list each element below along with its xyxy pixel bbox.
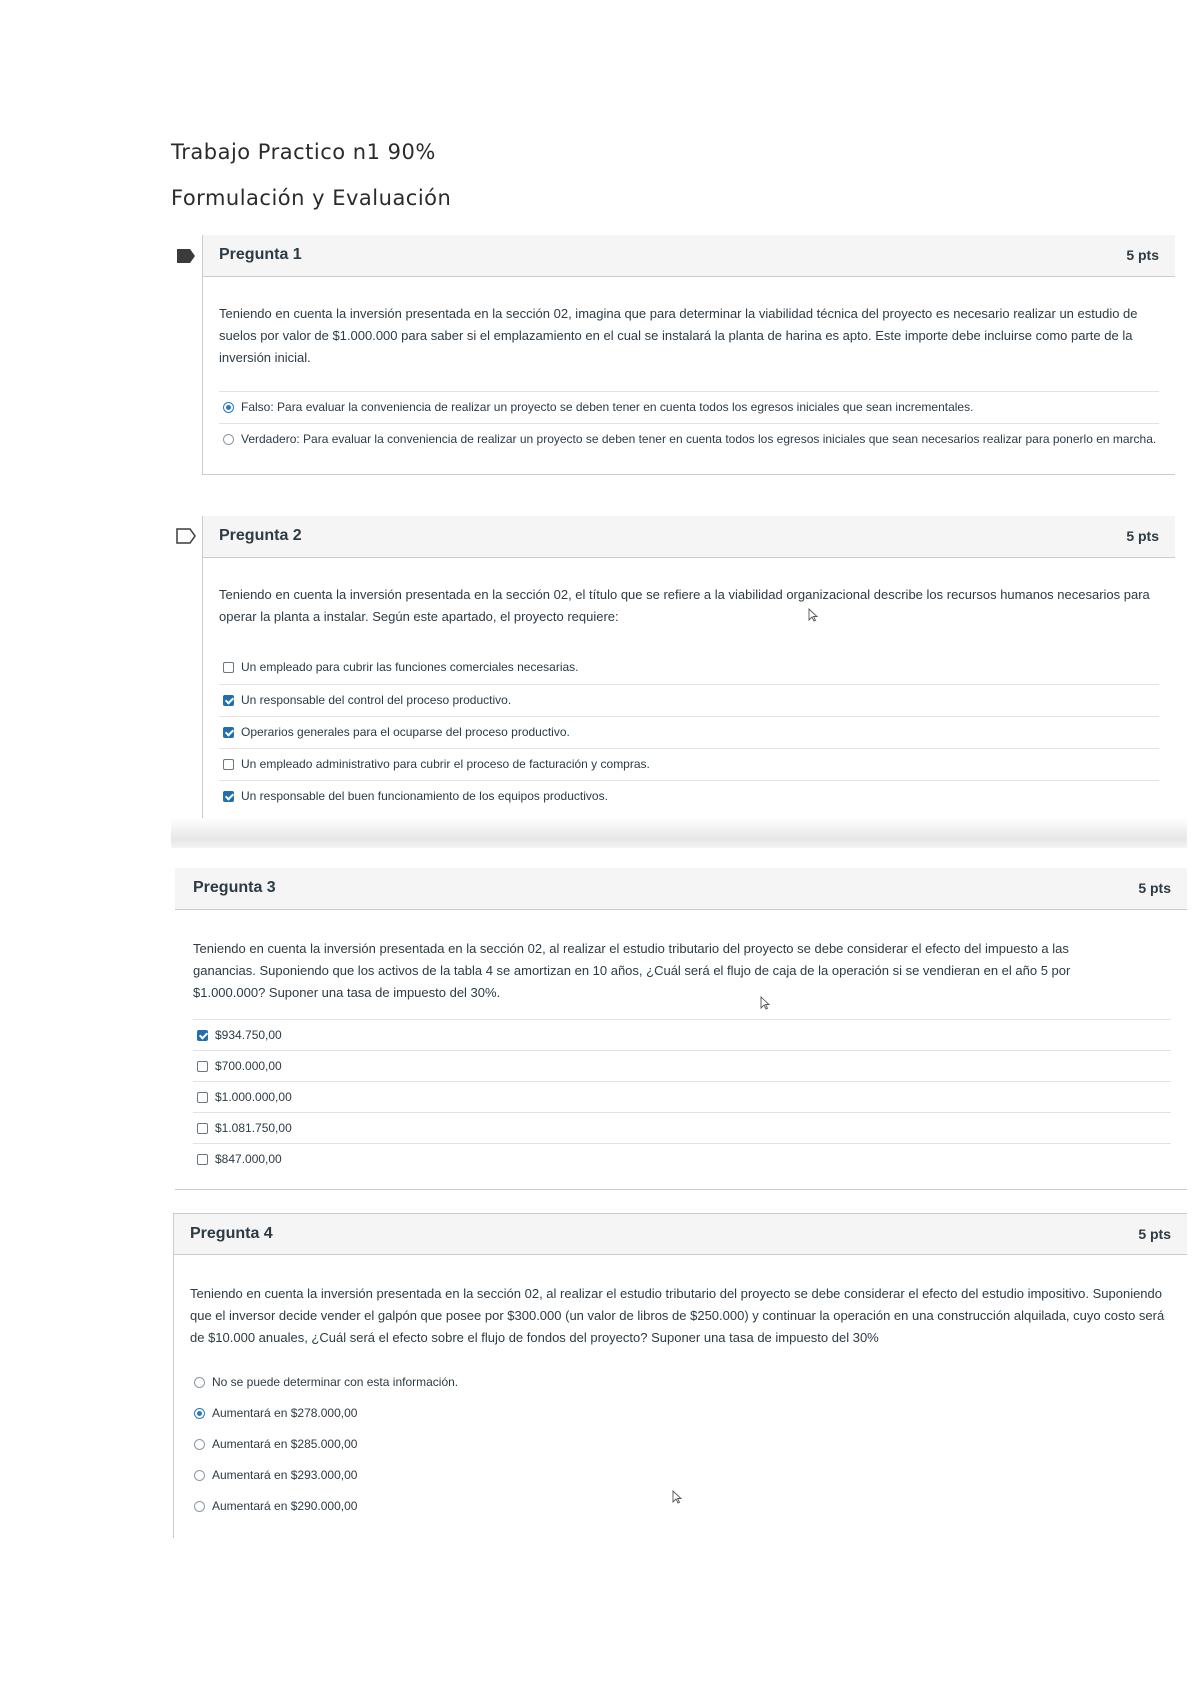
answer-option[interactable] [190, 1429, 1171, 1460]
question-points: 5 pts [1126, 247, 1159, 263]
answer-list [219, 391, 1159, 455]
checkbox[interactable] [223, 727, 234, 738]
question-title: Pregunta 3 [193, 879, 276, 896]
radio-button[interactable] [194, 1470, 205, 1481]
checkbox[interactable] [223, 662, 234, 673]
answer-option[interactable] [219, 391, 1159, 423]
checkbox[interactable] [197, 1061, 208, 1072]
answer-option[interactable] [219, 652, 1159, 684]
radio-button[interactable] [194, 1377, 205, 1388]
answer-label: Operarios generales para el ocuparse del proceso productivo. [241, 725, 570, 739]
question-header [174, 1213, 1187, 1255]
answer-label: Falso: Para evaluar la conveniencia de realizar un proyecto se deben tener en cuenta todos los egresos iniciales que sean incrementales. [241, 400, 974, 414]
answer-option[interactable] [190, 1460, 1171, 1491]
answer-list [219, 652, 1159, 812]
answer-option[interactable] [219, 716, 1159, 748]
checkbox[interactable] [223, 791, 234, 802]
radio-button[interactable] [223, 402, 234, 413]
answer-label: $1.000.000,00 [215, 1090, 292, 1104]
question-1 [202, 235, 1175, 475]
answer-label: $847.000,00 [215, 1152, 282, 1166]
mouse-pointer-icon [808, 608, 818, 622]
answer-label: Aumentará en $285.000,00 [212, 1437, 358, 1451]
answer-option[interactable] [190, 1398, 1171, 1429]
question-text: Teniendo en cuenta la inversión presentada en la sección 02, el título que se refiere a la viabilidad organizacional describe los recursos humanos necesarios para operar la planta a instalar. Según este apartado, el proyecto requiere: [219, 587, 1150, 624]
question-header [175, 868, 1187, 910]
answer-option[interactable] [219, 423, 1159, 455]
mouse-pointer-icon [672, 1490, 682, 1504]
answer-option[interactable] [190, 1367, 1171, 1398]
answer-list [193, 1019, 1171, 1174]
page-break-shadow [171, 818, 1187, 848]
question-2 [202, 516, 1175, 831]
question-title: Pregunta 2 [219, 527, 302, 544]
radio-button[interactable] [223, 434, 234, 445]
answer-option[interactable] [193, 1143, 1171, 1174]
answer-label: Un responsable del buen funcionamiento de los equipos productivos. [241, 789, 608, 803]
question-text: Teniendo en cuenta la inversión presentada en la sección 02, al realizar el estudio tributario del proyecto se debe considerar el efecto del estudio impositivo. Suponiendo que el inversor decide vender el galpón que posee por $300.000 (un valor de libros de $250.000) y continuar la operación en una construcción alquilada, cuyo costo será de $10.000 anuales, ¿Cuál será el efecto sobre el flujo de fondos del proyecto? Suponer una tasa de impuesto del 30% [190, 1286, 1165, 1345]
question-header [203, 235, 1175, 277]
checkbox[interactable] [197, 1123, 208, 1134]
checkbox[interactable] [197, 1092, 208, 1103]
answer-option[interactable] [193, 1081, 1171, 1112]
answer-label: Aumentará en $293.000,00 [212, 1468, 358, 1482]
radio-button[interactable] [194, 1408, 205, 1419]
question-title: Pregunta 1 [219, 246, 302, 263]
question-header [203, 516, 1175, 558]
bookmark-flag-outline-icon[interactable] [176, 528, 196, 544]
checkbox[interactable] [197, 1154, 208, 1165]
question-points: 5 pts [1138, 1226, 1171, 1242]
answer-label: $700.000,00 [215, 1059, 282, 1073]
answer-label: $1.081.750,00 [215, 1121, 292, 1135]
question-text: Teniendo en cuenta la inversión presentada en la sección 02, imagina que para determinar la viabilidad técnica del proyecto es necesario realizar un estudio de suelos por valor de $1.000.000 para saber si el emplazamiento en el cual se instalará la planta de harina es apto. Este importe debe incluirse como parte de la inversión inicial. [219, 306, 1138, 365]
answer-label: $934.750,00 [215, 1028, 282, 1042]
question-title: Pregunta 4 [190, 1225, 273, 1242]
question-points: 5 pts [1138, 880, 1171, 896]
answer-label: No se puede determinar con esta información. [212, 1375, 459, 1389]
answer-option[interactable] [193, 1019, 1171, 1050]
radio-button[interactable] [194, 1439, 205, 1450]
question-text: Teniendo en cuenta la inversión presentada en la sección 02, al realizar el estudio tributario del proyecto se debe considerar el efecto del impuesto a las ganancias. Suponiendo que los activos de la tabla 4 se amortizan en 10 años, ¿Cuál será el flujo de caja de la operación si se vendieran en el año 5 por $1.000.000? Suponer una tasa de impuesto del 30%. [193, 941, 1071, 1000]
answer-label: Aumentará en $290.000,00 [212, 1499, 358, 1513]
answer-label: Un empleado para cubrir las funciones comerciales necesarias. [241, 660, 579, 674]
checkbox[interactable] [197, 1030, 208, 1041]
answer-label: Aumentará en $278.000,00 [212, 1406, 358, 1420]
answer-option[interactable] [219, 748, 1159, 780]
document-title: Trabajo Practico n1 90% [171, 140, 436, 164]
answer-label: Un empleado administrativo para cubrir el proceso de facturación y compras. [241, 757, 650, 771]
mouse-pointer-icon [760, 996, 770, 1010]
checkbox[interactable] [223, 759, 234, 770]
answer-option[interactable] [219, 780, 1159, 812]
checkbox[interactable] [223, 695, 234, 706]
answer-label: Un responsable del control del proceso productivo. [241, 693, 512, 707]
document-subtitle: Formulación y Evaluación [171, 186, 452, 210]
radio-button[interactable] [194, 1501, 205, 1512]
question-points: 5 pts [1126, 528, 1159, 544]
bookmark-flag-filled-icon[interactable] [176, 248, 196, 264]
question-3 [175, 868, 1187, 1190]
answer-label: Verdadero: Para evaluar la conveniencia de realizar un proyecto se deben tener en cuenta todos los egresos iniciales que sean necesarios realizar para ponerlo en marcha. [241, 432, 1157, 446]
answer-option[interactable] [193, 1050, 1171, 1081]
answer-option[interactable] [219, 684, 1159, 716]
answer-option[interactable] [193, 1112, 1171, 1143]
